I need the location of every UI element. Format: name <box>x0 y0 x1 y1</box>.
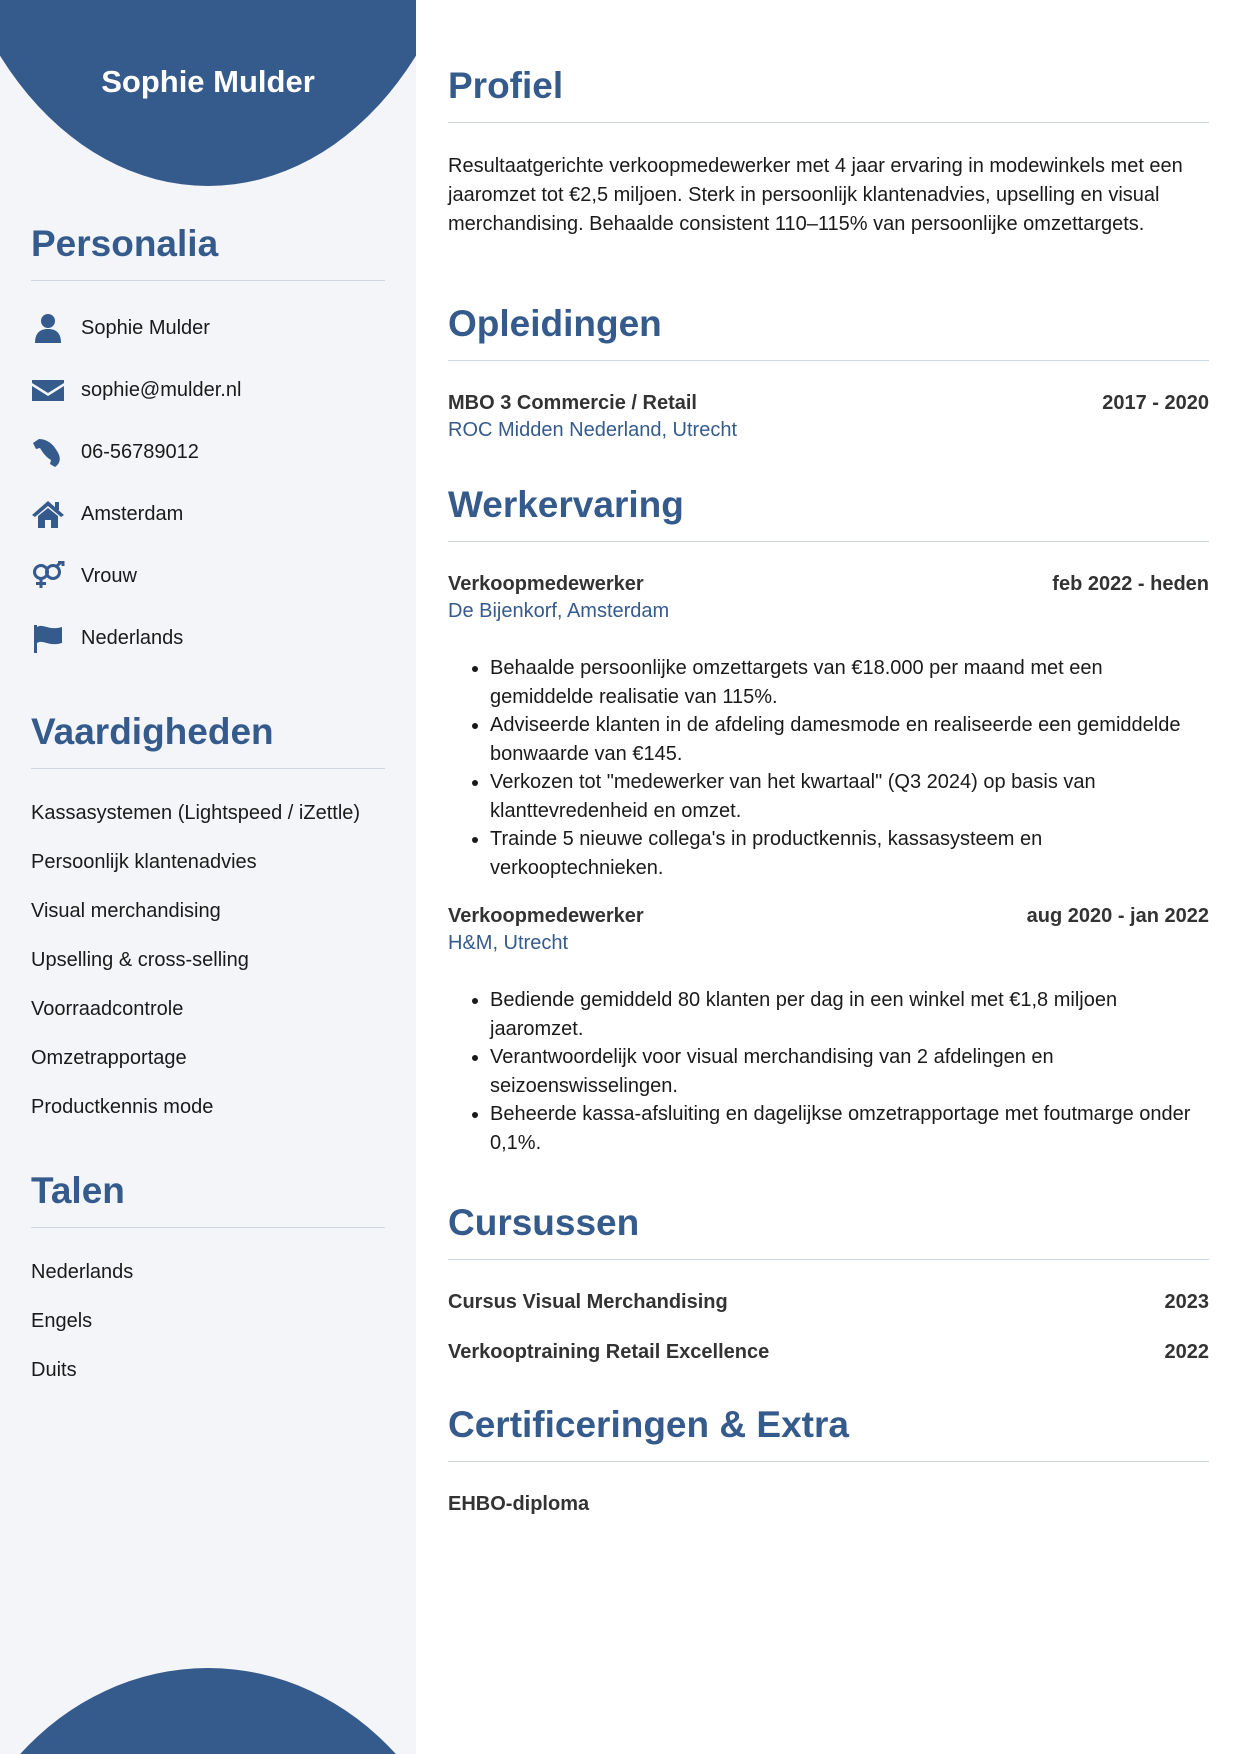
education-heading: Opleidingen <box>448 302 1209 361</box>
job-bullet: • Bediende gemiddeld 80 klanten per dag in een winkel met €1,8 miljoen jaaromzet. <box>490 986 1209 1043</box>
course-title: Cursus Visual Merchandising <box>448 1291 728 1314</box>
job-bullet: • Trainde 5 nieuwe collega's in productkennis, kassasysteem en verkooptechnieken. <box>490 825 1209 882</box>
languages-heading: Talen <box>31 1169 385 1228</box>
contact-nationality <box>31 623 385 653</box>
contact-gender-text: Vrouw <box>81 564 137 587</box>
profile-heading: Profiel <box>448 64 1209 123</box>
contact-name <box>31 313 385 343</box>
contact-email[interactable] <box>31 375 385 405</box>
course-entry <box>448 1289 1209 1315</box>
languages-section <box>31 1169 385 1407</box>
language-item: Duits <box>31 1359 77 1382</box>
job-period: aug 2020 - jan 2022 <box>1026 905 1209 928</box>
certification-title: EHBO-diploma <box>448 1493 590 1516</box>
contact-gender <box>31 561 385 591</box>
language-item: Engels <box>31 1310 93 1333</box>
job-company: H&M, Utrecht <box>448 932 569 955</box>
phone-icon <box>31 437 65 467</box>
home-icon <box>31 499 65 529</box>
skill-item: Persoonlijk klantenadvies <box>31 851 257 874</box>
experience-section <box>448 483 1209 1157</box>
flag-icon <box>31 623 65 653</box>
job-bullet: • Verantwoordelijk voor visual merchandising van 2 afdelingen en seizoenswisselingen. <box>490 1043 1209 1100</box>
course-title: Verkooptraining Retail Excellence <box>448 1341 770 1364</box>
contact-name-text: Sophie Mulder <box>81 316 210 339</box>
job-bullet: • Beheerde kassa-afsluiting en dagelijkse omzetrapportage met foutmarge onder 0,1%. <box>490 1100 1209 1157</box>
personalia-section <box>31 222 385 653</box>
job-bullet: • Verkozen tot "medewerker van het kwartaal" (Q3 2024) op basis van klanttevredenheid en omzet. <box>490 768 1209 825</box>
job-bullet: • Behaalde persoonlijke omzettargets van €18.000 per maand met een gemiddelde realisatie van 115%. <box>490 654 1209 711</box>
education-section <box>448 302 1209 444</box>
job-period: feb 2022 - heden <box>1052 573 1209 596</box>
job-company: De Bijenkorf, Amsterdam <box>448 600 670 623</box>
experience-entry <box>448 571 1209 882</box>
skill-item: Omzetrapportage <box>31 1047 187 1070</box>
sidebar <box>0 0 416 1754</box>
user-icon <box>31 313 65 343</box>
contact-city-text: Amsterdam <box>81 502 184 525</box>
contact-city <box>31 499 385 529</box>
course-entry <box>448 1339 1209 1365</box>
education-entry <box>448 390 1209 444</box>
sidebar-footer-shape <box>0 1668 416 1754</box>
contact-phone[interactable] <box>31 437 385 467</box>
skill-item: Kassasystemen (Lightspeed / iZettle) <box>31 802 361 825</box>
gender-icon <box>31 561 65 591</box>
job-bullet: • Adviseerde klanten in de afdeling damesmode en realiseerde een gemiddelde bonwaarde van €145. <box>490 711 1209 768</box>
contact-phone-text[interactable]: 06-56789012 <box>81 440 199 463</box>
contact-email-text[interactable]: sophie@mulder.nl <box>81 378 242 401</box>
job-title: Verkoopmedewerker <box>448 573 644 596</box>
envelope-icon <box>31 375 65 405</box>
language-item: Nederlands <box>31 1261 134 1284</box>
job-bullets <box>448 654 1209 882</box>
skill-item: Visual merchandising <box>31 900 221 923</box>
education-institution: ROC Midden Nederland, Utrecht <box>448 419 738 442</box>
skills-section <box>31 710 385 1144</box>
experience-heading: Werkervaring <box>448 483 1209 542</box>
contact-nationality-text: Nederlands <box>81 626 184 649</box>
certifications-heading: Certificeringen & Extra <box>448 1403 1209 1462</box>
skill-item: Productkennis mode <box>31 1096 214 1119</box>
courses-heading: Cursussen <box>448 1201 1209 1260</box>
candidate-name: Sophie Mulder <box>101 64 315 99</box>
course-year: 2022 <box>1164 1341 1209 1364</box>
skills-heading: Vaardigheden <box>31 710 385 769</box>
courses-section <box>448 1201 1209 1365</box>
education-title: MBO 3 Commercie / Retail <box>448 392 697 415</box>
profile-text: Resultaatgerichte verkoopmedewerker met 4 jaar ervaring in modewinkels met een jaaromzet tot €2,5 miljoen. Sterk in persoonlijk klantenadvies, upselling en visual merchandising. Behaalde consistent 110–115% van persoonlijke omzettargets. <box>448 155 1183 236</box>
job-bullets <box>448 986 1209 1157</box>
course-year: 2023 <box>1164 1291 1209 1314</box>
certifications-section <box>448 1403 1209 1517</box>
job-title: Verkoopmedewerker <box>448 905 644 928</box>
experience-entry <box>448 903 1209 1157</box>
skill-item: Upselling & cross-selling <box>31 949 249 972</box>
certification-item <box>448 1491 1209 1517</box>
profile-section <box>448 64 1209 239</box>
personalia-heading: Personalia <box>31 222 385 281</box>
skill-item: Voorraadcontrole <box>31 998 184 1021</box>
education-period: 2017 - 2020 <box>1102 392 1209 415</box>
